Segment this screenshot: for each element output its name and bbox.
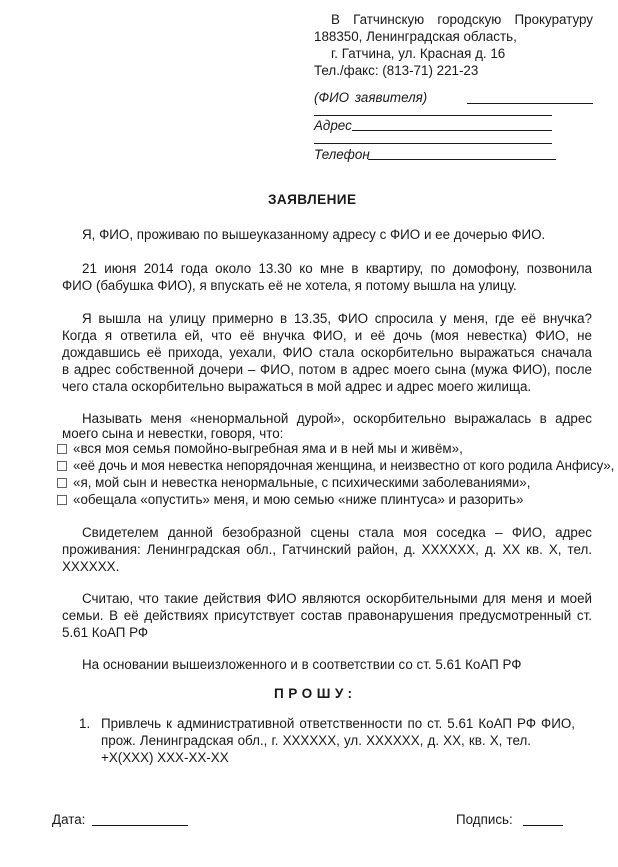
phone-line-top — [314, 143, 552, 144]
paragraph-3-line-5: чего стала оскорбительно выражаться в мой адрес и адрес моего жилища. — [62, 379, 532, 394]
paragraph-3-line-1: Я вышла на улицу примерно в 13.35, ФИО спросила у меня, где её внучка? — [82, 311, 592, 326]
paragraph-5-line-1: Свидетелем данной безобразной сцены стала моя соседка – ФИО, адрес — [82, 525, 592, 540]
request-number: 1. — [79, 716, 91, 731]
paragraph-1: Я, ФИО, проживаю по вышеуказанному адресу с ФИО и ее дочерью ФИО. — [82, 227, 546, 242]
address-line — [352, 130, 552, 131]
phone-line — [368, 159, 556, 160]
request-line-2: прож. Ленинградская обл., г. ХХХХХХ, ул. ХХХХХХ, д. ХХ, кв. Х, тел. — [101, 733, 531, 748]
bullet-box-icon — [57, 495, 67, 505]
bullet-box-icon — [57, 444, 67, 454]
applicant-fio-label: (ФИО заявителя) — [314, 90, 428, 105]
bullet-box-icon — [57, 478, 67, 488]
signature-line — [523, 825, 563, 826]
request-heading: ПРОШУ: — [274, 686, 357, 701]
document-title: ЗАЯВЛЕНИЕ — [268, 192, 357, 207]
list-item-text: «обещала «опустить» меня, и мою семью «ниже плинтуса» и разорить» — [73, 492, 524, 507]
address-label: Адрес — [314, 118, 352, 133]
addressee-line-3: г. Гатчина, ул. Красная д. 16 — [331, 46, 506, 61]
request-line-1: Привлечь к административной ответственности по ст. 5.61 КоАП РФ ФИО, — [101, 716, 575, 731]
date-line — [92, 825, 188, 826]
paragraph-3-line-2: Когда я ответила ей, что её внучка ФИО, и её дочь (моя невестка) ФИО, не — [62, 328, 592, 343]
list-item-text: «я, мой сын и невестка ненормальные, с психическими заболеваниями», — [73, 475, 531, 490]
paragraph-4-line-1: Называть меня «ненормальной дурой», оскорбительно выражалась в адрес — [82, 411, 592, 426]
paragraph-6-line-2: семьи. В её действиях присутствует состав правонарушения предусмотренный ст. — [62, 608, 592, 623]
list-item — [57, 474, 530, 491]
paragraph-7: На основании вышеизложенного и в соответствии со ст. 5.61 КоАП РФ — [82, 657, 522, 672]
signature-label: Подпись: — [456, 812, 513, 827]
paragraph-3-line-4: в адрес собственной дочери – ФИО, потом в адрес моего сына (мужа ФИО), после — [62, 362, 592, 377]
paragraph-6-line-1: Считаю, что такие действия ФИО являются оскорбительными для меня и моей — [82, 591, 592, 606]
phone-label: Телефон — [314, 147, 370, 162]
list-item-text: «её дочь и моя невестка непорядочная женщина, и неизвестно от кого родила Анфису», — [73, 458, 615, 473]
date-label: Дата: — [52, 812, 86, 827]
paragraph-2-line-1: 21 июня 2014 года около 13.30 ко мне в квартиру, по домофону, позвонила — [82, 261, 592, 276]
bullet-box-icon — [57, 461, 67, 471]
paragraph-5-line-3: ХХХХХХ. — [62, 559, 120, 574]
paragraph-2-line-2: ФИО (бабушка ФИО), я впускать её не хотела, я потому вышла на улицу. — [62, 278, 517, 293]
addressee-line-4: Тел./факс: (813-71) 221-23 — [314, 63, 479, 78]
list-item — [57, 440, 463, 457]
applicant-fio-line — [467, 103, 593, 104]
paragraph-6-line-3: 5.61 КоАП РФ — [62, 625, 149, 640]
paragraph-5-line-2: проживания: Ленинградская обл., Гатчинский район, д. ХХХХХХ, д. ХХ кв. Х, тел. — [62, 542, 592, 557]
addressee-line-1: В Гатчинскую городскую Прокуратуру — [331, 12, 593, 27]
paragraph-3-line-3: дождавшись её прихода, уехали, ФИО стала оскорбительно выражаться сначала — [62, 345, 592, 360]
address-line-top — [314, 115, 552, 116]
list-item — [57, 491, 523, 508]
list-item — [57, 457, 614, 474]
addressee-line-2: 188350, Ленинградская область, — [314, 29, 517, 44]
request-line-3: +Х(ХХХ) ХХХ-ХХ-ХХ — [101, 750, 229, 765]
list-item-text: «вся моя семья помойно-выгребная яма и в ней мы и живём», — [73, 441, 463, 456]
paragraph-4-line-2: моего сына и невестки, говоря, что: — [62, 426, 284, 441]
